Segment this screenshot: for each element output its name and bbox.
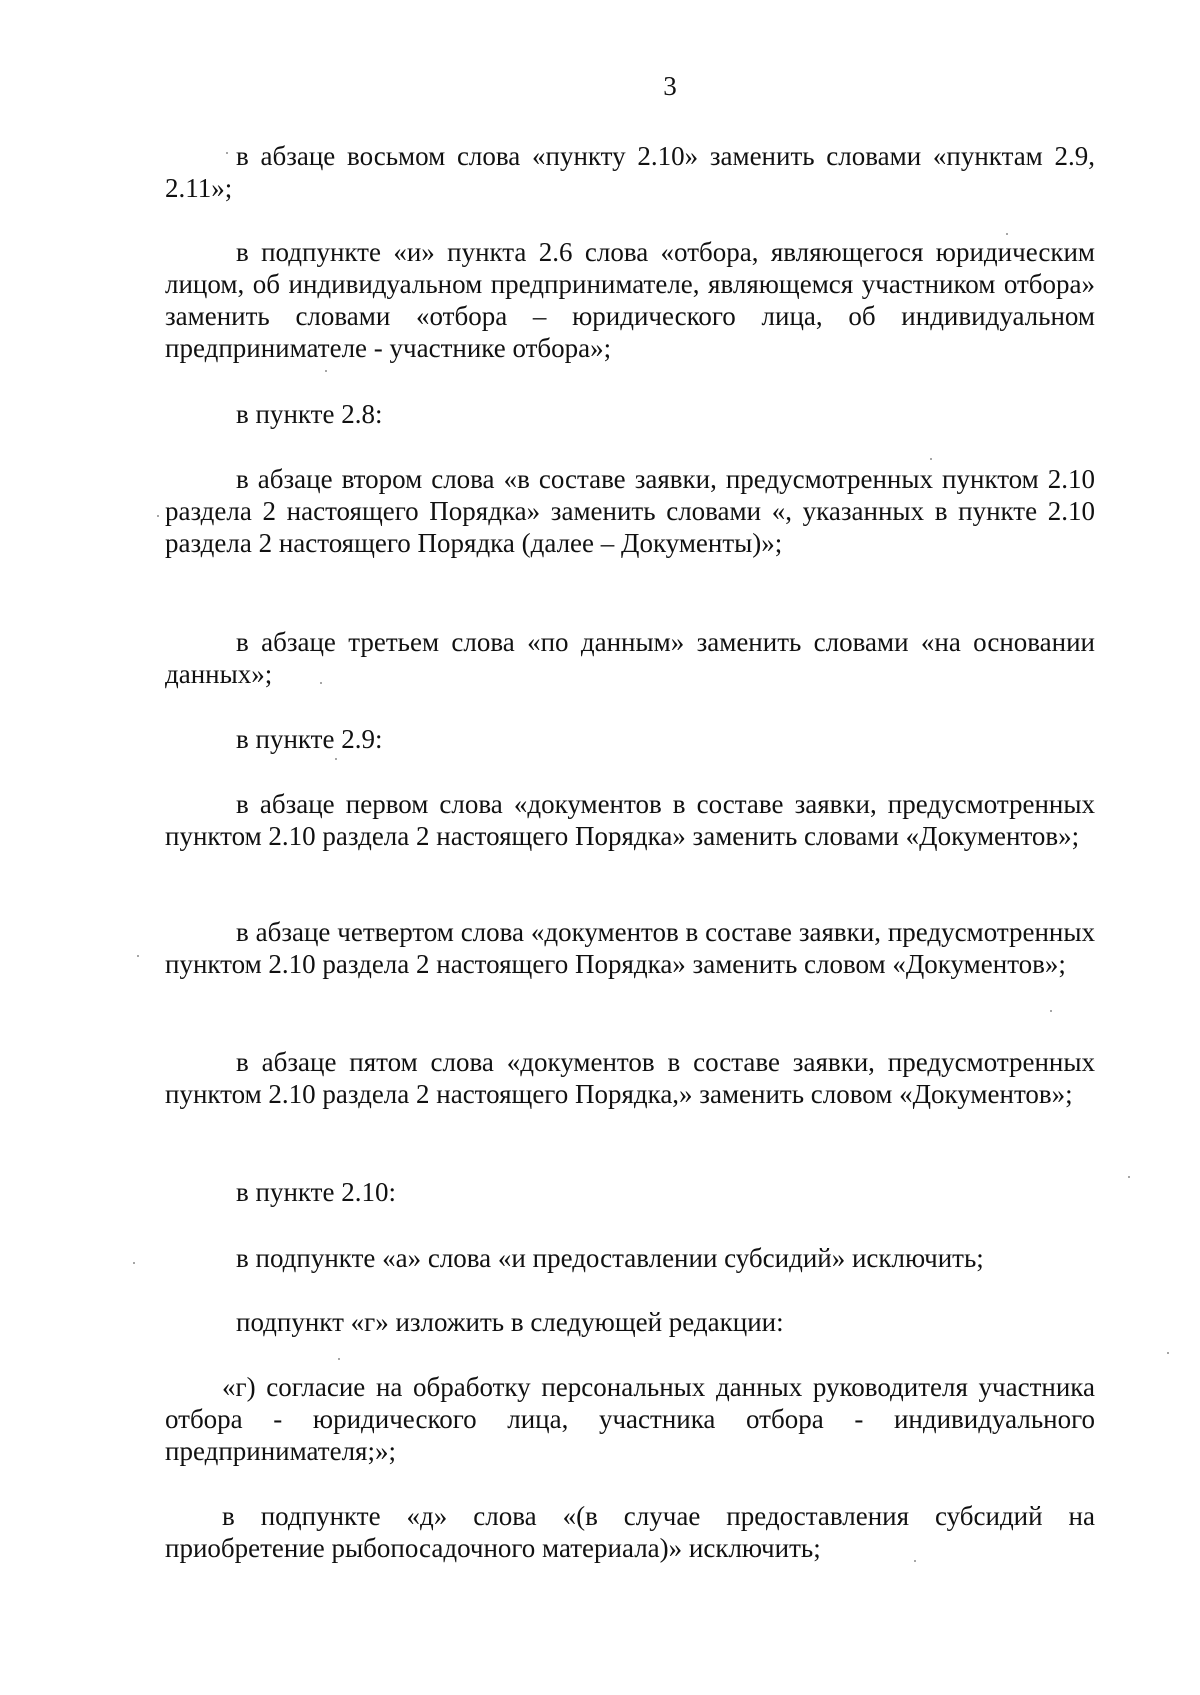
paragraph-4: в абзаце втором слова «в составе заявки, предусмотренных пунктом 2.10 раздела 2 настоящего Порядка» заменить словами «, указанных в пункте 2.10 раздела 2 настоящего Порядка (далее – Документы)»;	[165, 464, 1095, 558]
scan-speck	[157, 515, 159, 517]
paragraph-12: подпункт «г» изложить в следующей редакции:	[236, 1307, 784, 1337]
scan-speck	[335, 758, 337, 760]
scan-speck	[1167, 1352, 1169, 1354]
paragraph-3: в пункте 2.8:	[236, 399, 383, 429]
scan-speck	[914, 1560, 916, 1562]
scan-speck	[1006, 233, 1008, 235]
scan-speck	[137, 955, 139, 957]
paragraph-5: в абзаце третьем слова «по данным» заменить словами «на основании данных»;	[165, 627, 1095, 689]
paragraph-1: в абзаце восьмом слова «пункту 2.10» заменить словами «пунктам 2.9, 2.11»;	[165, 141, 1095, 203]
paragraph-13: «г) согласие на обработку персональных данных руководителя участника отбора - юридического лица, участника отбора - индивидуального предпринимателя;»;	[165, 1372, 1095, 1466]
paragraph-2: в подпункте «и» пункта 2.6 слова «отбора, являющегося юридическим лицом, об индивидуальном предпринимателе, являющемся участником отбора» заменить словами «отбора – юридического лица, об индивидуальном предпринимателе - участнике отбора»;	[165, 237, 1095, 363]
page-number: 3	[663, 71, 677, 101]
paragraph-9: в абзаце пятом слова «документов в составе заявки, предусмотренных пунктом 2.10 раздела 2 настоящего Порядка,» заменить словом «Документов»;	[165, 1047, 1095, 1109]
paragraph-10: в пункте 2.10:	[236, 1177, 396, 1207]
scan-speck	[1050, 1010, 1052, 1012]
scan-speck	[133, 1262, 135, 1264]
paragraph-8: в абзаце четвертом слова «документов в составе заявки, предусмотренных пунктом 2.10 раздела 2 настоящего Порядка» заменить словом «Документов»;	[165, 917, 1095, 979]
scan-speck	[325, 370, 327, 372]
scan-speck	[1128, 1176, 1130, 1178]
scan-speck	[226, 152, 228, 154]
scan-speck	[930, 458, 932, 460]
paragraph-6: в пункте 2.9:	[236, 724, 383, 754]
paragraph-11: в подпункте «а» слова «и предоставлении субсидий» исключить;	[236, 1243, 984, 1273]
scan-speck	[338, 1358, 340, 1360]
paragraph-7: в абзаце первом слова «документов в составе заявки, предусмотренных пунктом 2.10 раздела 2 настоящего Порядка» заменить словами «Документов»;	[165, 789, 1095, 851]
paragraph-14: в подпункте «д» слова «(в случае предоставления субсидий на приобретение рыбопосадочного материала)» исключить;	[165, 1501, 1095, 1563]
scan-speck	[320, 682, 322, 684]
